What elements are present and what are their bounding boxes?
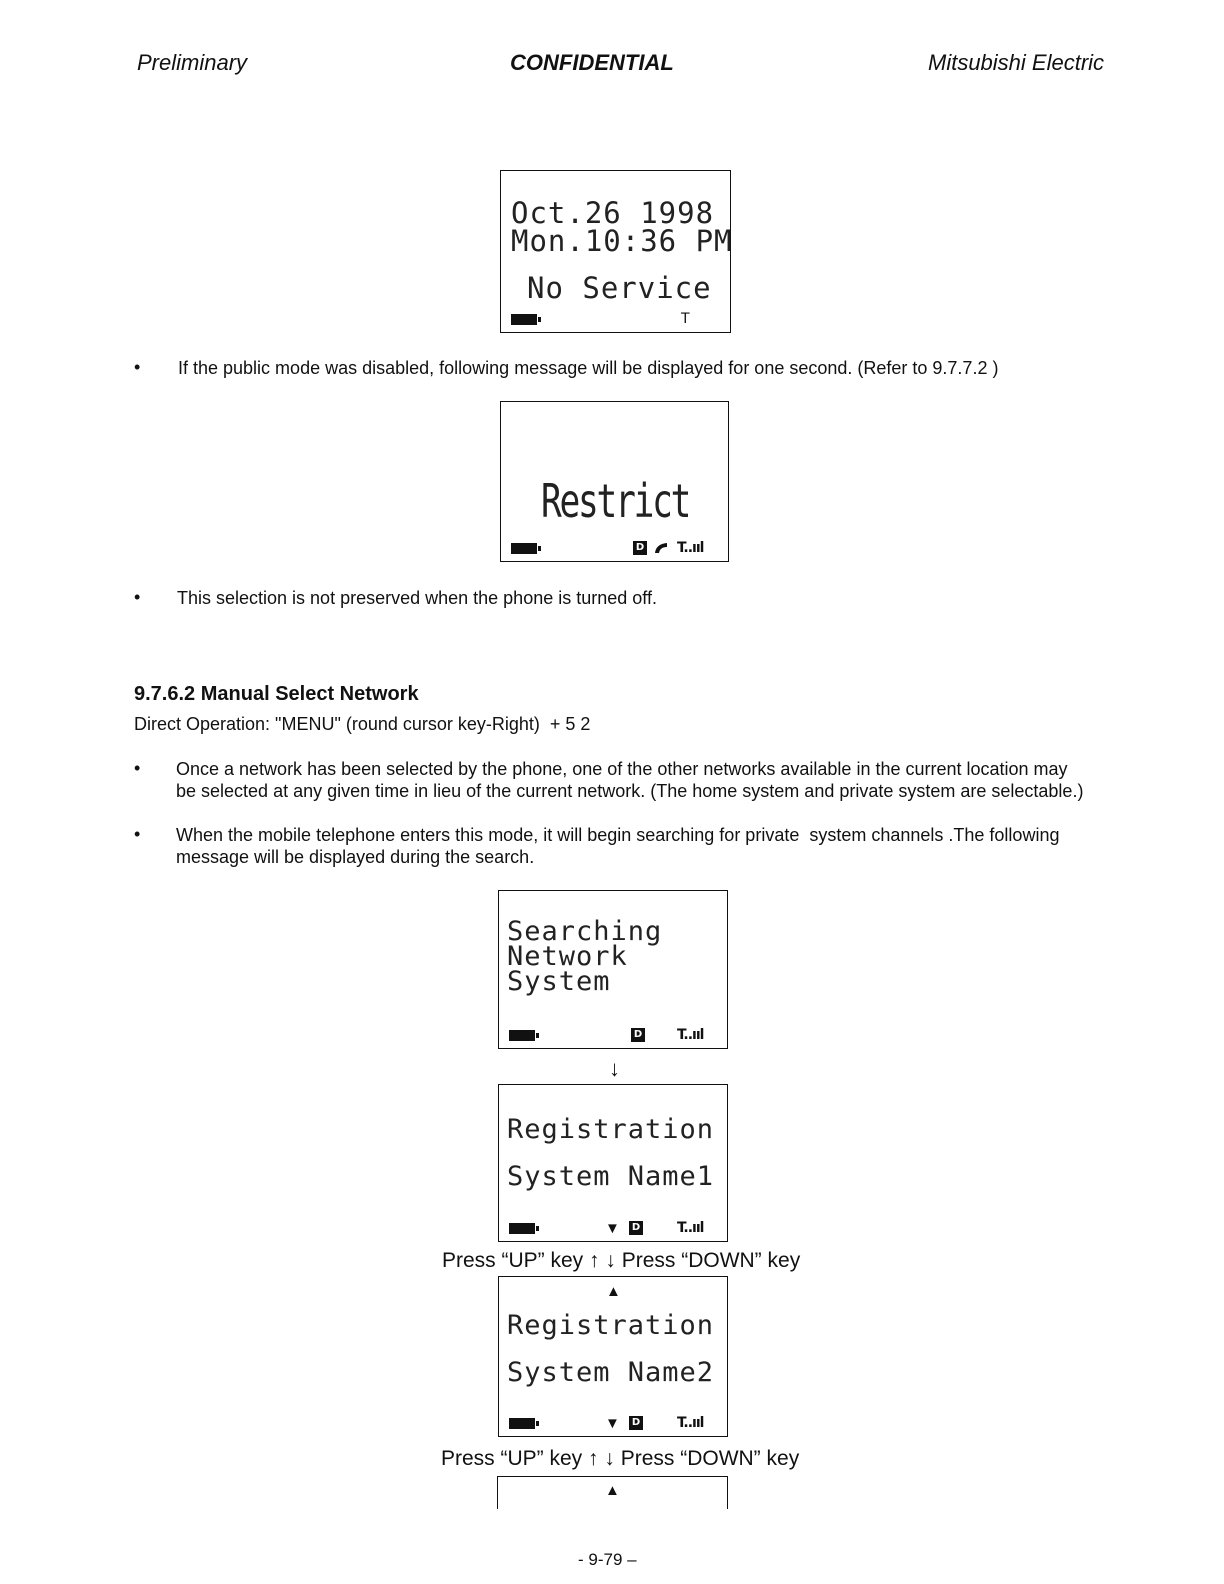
bullet-network-selected: Once a network has been selected by the phone, one of the other networks available in the current location may be selected at any given time in lieu of the current network. (The home system and private system are selectable.) bbox=[176, 759, 1084, 801]
battery-icon bbox=[509, 1030, 535, 1041]
handset-icon bbox=[653, 541, 669, 555]
digital-mode-icon: D bbox=[631, 1028, 645, 1042]
down-arrow: ↓ bbox=[609, 1056, 620, 1081]
lcd-registration-line: Registration bbox=[507, 1114, 715, 1145]
battery-icon bbox=[509, 1223, 535, 1234]
lcd-no-service: No Service bbox=[527, 271, 712, 305]
bullet-searching-mode: When the mobile telephone enters this mode, it will begin searching for private system channels .The following message will be displayed during the search. bbox=[176, 825, 1065, 867]
section-heading bbox=[134, 683, 419, 706]
page-number: - 9-79 – bbox=[578, 1550, 637, 1569]
digital-mode-icon: D bbox=[633, 541, 647, 555]
bullet-not-preserved: This selection is not preserved when the phone is turned off. bbox=[177, 588, 657, 608]
header-right: Mitsubishi Electric bbox=[928, 50, 1105, 75]
section-number: 9.7.6.2 bbox=[134, 683, 196, 705]
lcd-registration-line: Registration bbox=[507, 1310, 715, 1341]
header-left: Preliminary bbox=[137, 50, 248, 75]
bullet-dot: • bbox=[134, 357, 141, 377]
signal-strength-icon: T..ııl bbox=[677, 1415, 704, 1431]
lcd-screen-system-name1 bbox=[498, 1084, 728, 1242]
key-caption: Press “UP” key ↑ ↓ Press “DOWN” key bbox=[441, 1447, 800, 1470]
lcd-screen-system-name2 bbox=[498, 1276, 728, 1437]
battery-icon bbox=[509, 1418, 535, 1429]
lcd-searching-line: Searching bbox=[507, 916, 663, 947]
signal-strength-icon: T..ııl bbox=[677, 1220, 704, 1236]
direct-operation: Direct Operation: "MENU" (round cursor key-Right) + 5 2 bbox=[134, 714, 591, 734]
signal-strength-icon: T..ııl bbox=[677, 540, 704, 556]
lcd-screen-partial bbox=[497, 1476, 728, 1509]
battery-icon bbox=[511, 543, 537, 554]
section-title: Manual Select Network bbox=[200, 683, 419, 705]
lcd-restrict-text: Restrict bbox=[541, 474, 690, 528]
bullet-public-mode: If the public mode was disabled, following message will be displayed for one second. (Refer to 9.7.7.2 ) bbox=[178, 358, 999, 378]
signal-strength-icon: T..ııl bbox=[677, 1027, 704, 1043]
lcd-screen-restrict bbox=[500, 401, 729, 562]
bullet-dot: • bbox=[134, 587, 141, 607]
key-caption: Press “UP” key ↑ ↓ Press “DOWN” key bbox=[442, 1249, 801, 1272]
battery-icon bbox=[511, 314, 537, 325]
lcd-system-name-line: System Name1 bbox=[507, 1161, 715, 1192]
scroll-down-indicator: ▼ bbox=[605, 1415, 620, 1432]
lcd-screen-searching bbox=[498, 890, 728, 1049]
lcd-date-line: Oct.26 1998 bbox=[511, 196, 715, 230]
scroll-up-indicator: ▲ bbox=[605, 1482, 620, 1499]
bullet-dot: • bbox=[134, 824, 141, 844]
scroll-down-indicator: ▼ bbox=[605, 1220, 620, 1237]
lcd-system-name-line: System Name2 bbox=[507, 1357, 715, 1388]
header-center: CONFIDENTIAL bbox=[510, 50, 674, 75]
bullet-dot: • bbox=[134, 758, 141, 778]
scroll-up-indicator: ▲ bbox=[606, 1283, 621, 1300]
lcd-screen-date bbox=[500, 170, 731, 333]
digital-mode-icon: D bbox=[629, 1221, 643, 1235]
lcd-network-line: Network bbox=[507, 941, 628, 972]
lcd-system-line: System bbox=[507, 966, 611, 997]
antenna-icon: T bbox=[681, 311, 689, 327]
digital-mode-icon: D bbox=[629, 1416, 643, 1430]
lcd-time-line: Mon.10:36 PM bbox=[511, 224, 733, 258]
